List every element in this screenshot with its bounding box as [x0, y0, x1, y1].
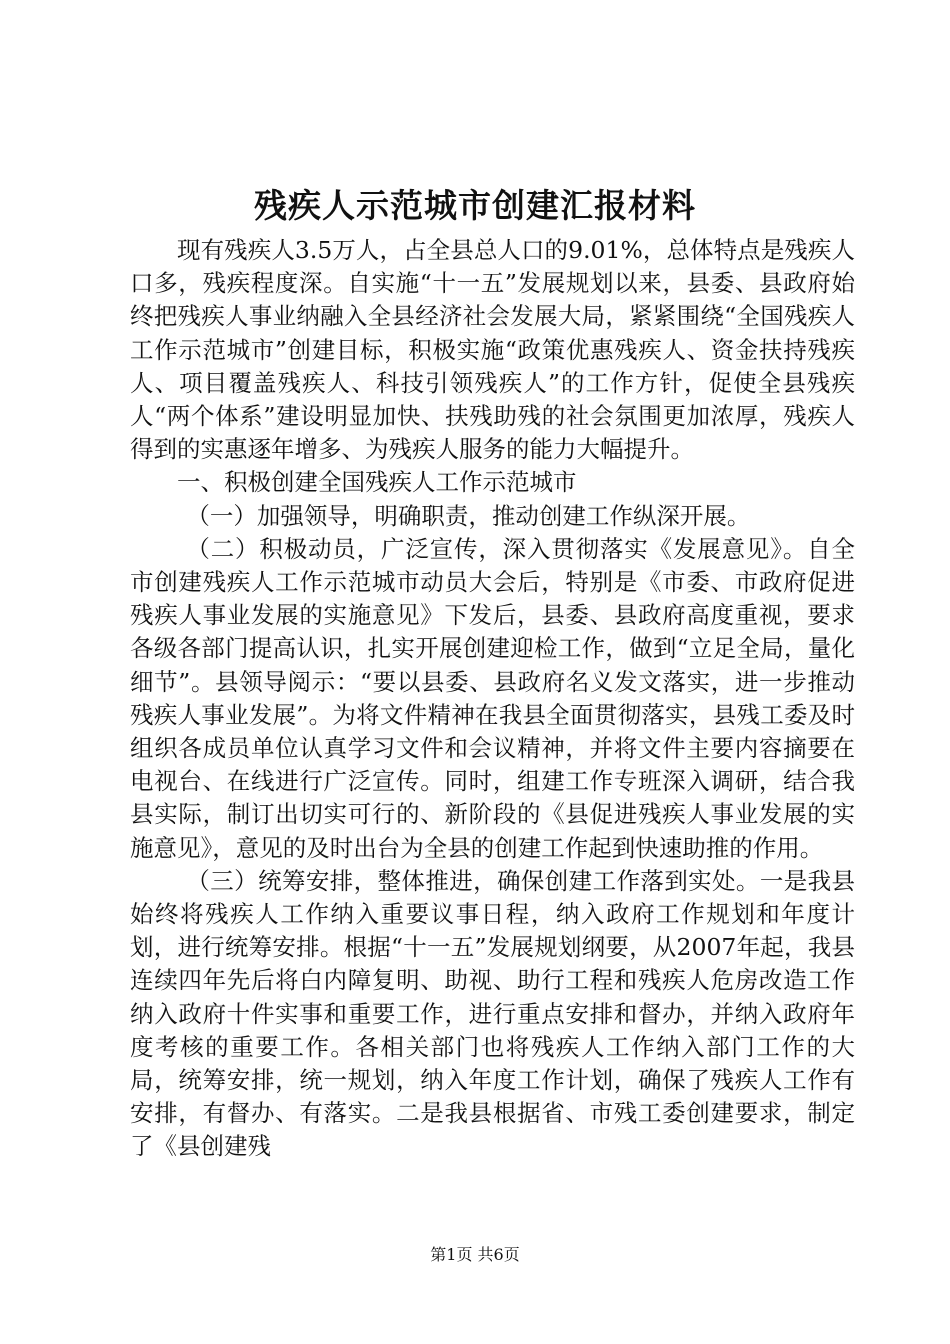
document-title: 残疾人示范城市创建汇报材料 [254, 186, 696, 225]
section-heading-1: 一、积极创建全国残疾人工作示范城市 [177, 468, 577, 497]
paragraph-intro: 现有残疾人3.5万人，占全县总人口的9.01%，总体特点是残疾人口多，残疾程度深。自实施“十一五”发展规划以来，县委、县政府始终把残疾人事业纳融入全县经济社会发展大局，紧紧围绕“全国残疾人工作示范城市”创建目标，积极实施“政策优惠残疾人、资金扶持残疾人、项目覆盖残疾人、科技引领残疾人”的工作方针，促使全县残疾人“两个体系”建设明显加快、扶残助残的社会氛围更加浓厚，残疾人得到的实惠逐年增多、为残疾人服务的能力大幅提升。 [130, 236, 855, 464]
subsection-heading-1: （一）加强领导，明确职责，推动创建工作纵深开展。 [186, 501, 751, 530]
paragraph-subsection-2: （二）积极动员，广泛宣传，深入贯彻落实《发展意见》。自全市创建残疾人工作示范城市动员大会后，特别是《市委、市政府促进残疾人事业发展的实施意见》下发后，县委、县政府高度重视，要求各级各部门提高认识，扎实开展创建迎检工作，做到“立足全局，量化细节”。县领导阅示：“要以县委、县政府名义发文落实，进一步推动残疾人事业发展”。为将文件精神在我县全面贯彻落实，县残工委及时组织各成员单位认真学习文件和会议精神，并将文件主要内容摘要在电视台、在线进行广泛宣传。同时，组建工作专班深入调研，结合我县实际，制订出切实可行的、新阶段的《县促进残疾人事业发展的实施意见》，意见的及时出台为全县的创建工作起到快速助推的作用。 [130, 534, 855, 862]
document-body [130, 234, 855, 1164]
paragraph-subsection-3: （三）统筹安排，整体推进，确保创建工作落到实处。一是我县始终将残疾人工作纳入重要议事日程，纳入政府工作规划和年度计划，进行统筹安排。根据“十一五”发展规划纲要，从2007年起，我县连续四年先后将白内障复明、助视、助行工程和残疾人危房改造工作纳入政府十件实事和重要工作，进行重点安排和督办，并纳入政府年度考核的重要工作。各相关部门也将残疾人工作纳入部门工作的大局，统筹安排，统一规划，纳入年度工作计划，确保了残疾人工作有安排，有督办、有落实。二是我县根据省、市残工委创建要求，制定了《县创建残 [130, 866, 855, 1161]
page-footer: 第1页 共6页 [430, 1245, 520, 1264]
